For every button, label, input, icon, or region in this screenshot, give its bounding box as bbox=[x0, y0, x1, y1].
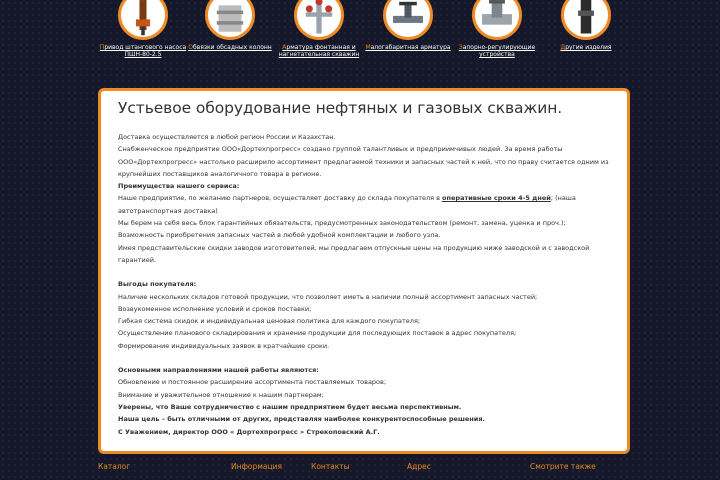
benefit-item: Наличие нескольких складов готовой продукции, что позволяет иметь в наличии полный ассортимент запасных частей; bbox=[118, 292, 538, 301]
service-line: Имея представительские скидки заводов изготовителей, мы предлагаем отпускные цены на продукцию ниже заводской и с заводской гарантией. bbox=[118, 243, 590, 264]
category-bar bbox=[0, 0, 720, 80]
category-small-valve[interactable] bbox=[360, 0, 456, 51]
service-line: Возможность приобретения запасных частей в любой удобной комплектации и любого узла. bbox=[118, 231, 441, 240]
other-products-icon[interactable] bbox=[561, 0, 611, 40]
service-line bbox=[118, 192, 610, 217]
small-valve-icon[interactable] bbox=[383, 0, 433, 40]
category-label[interactable]: Малогабаритная арматура bbox=[365, 44, 451, 51]
benefits-heading: Выгоды покупателя: bbox=[118, 280, 197, 289]
closing-line: Уверены, что Ваше сотрудничество с нашим предприятием будет весьма перспективным. bbox=[118, 402, 462, 411]
footer-nav bbox=[0, 462, 720, 476]
intro-text: Снабженческое предприятие ООО«Дортехпрогресс» создано группой талантливых и предприимчивых людей. За время работы ООО«Дортехпрогресс» настолько расширило ассортимент предлагаемой техники и запасных частей к ней, что по праву считается одним из крупнейших поставщиков аналогичного товара в регионе. bbox=[118, 145, 609, 178]
category-label[interactable]: Арматура фонтанная и нагнетательная скважин bbox=[278, 44, 360, 58]
service-line-start: Наше предприятие, по желанию партнеров, осуществляет доставку до склада покупателя в bbox=[118, 194, 443, 203]
casing-head-icon[interactable] bbox=[205, 0, 255, 40]
control-valve-icon[interactable] bbox=[472, 0, 522, 40]
direction-item: Обновление и постоянное расширение ассортимента поставляемых товаров; bbox=[118, 378, 387, 387]
footer-link-info[interactable]: Информация bbox=[231, 462, 283, 471]
service-heading: Преимущества нашего сервиса: bbox=[118, 182, 240, 191]
content-panel bbox=[98, 88, 630, 454]
footer-link-catalog[interactable]: Каталог bbox=[98, 462, 131, 471]
directions-heading: Основными направлениями нашей работы являются: bbox=[118, 366, 319, 375]
category-casing-head[interactable] bbox=[182, 0, 278, 51]
delivery-term-highlight: оперативные сроки 4-5 дней bbox=[442, 194, 551, 203]
signature-line: С Уважением, директор ООО « Дортехпрогресс » Стрекоповский А.Г. bbox=[118, 427, 380, 436]
category-pump-drive[interactable] bbox=[95, 0, 191, 58]
category-other-products[interactable] bbox=[538, 0, 634, 51]
category-label[interactable]: Обвязки обсадных колонн bbox=[188, 44, 272, 51]
direction-item: Внимание и уважительное отношение к нашим партнерам; bbox=[118, 390, 324, 399]
service-line: Мы берем на себя весь блок гарантийных обязательств, предусмотренных законодательством (ремонт, замена, уценка и проч.); bbox=[118, 219, 566, 228]
footer-link-contacts[interactable]: Контакты bbox=[311, 462, 350, 471]
pump-drive-icon[interactable] bbox=[118, 0, 168, 40]
category-christmas-tree[interactable] bbox=[271, 0, 367, 58]
category-label[interactable]: Привод штангового насоса ПШН-80-2.5 bbox=[99, 44, 187, 58]
benefit-item: Формирование индивидуальных заявок в кратчайшие сроки. bbox=[118, 341, 330, 350]
category-label[interactable]: Запорно-регулирующие устройства bbox=[458, 44, 536, 58]
page-title: Устьевое оборудование нефтяных и газовых скважин. bbox=[118, 99, 563, 117]
category-control-valve[interactable] bbox=[449, 0, 545, 58]
delivery-text: Доставка осуществляется в любой регион России и Казахстан. bbox=[118, 133, 336, 141]
footer-link-address[interactable]: Адрес bbox=[407, 462, 431, 471]
footer-link-see-also[interactable]: Смотрите также bbox=[530, 462, 596, 471]
christmas-tree-icon[interactable] bbox=[294, 0, 344, 40]
service-line-end: ; (наша автотранспортная доставка) bbox=[118, 194, 576, 215]
benefit-item: Осуществление планового складирования и хранение продукции для последующих поставок в адрес покупателя; bbox=[118, 329, 517, 338]
benefit-item: Гибкая система скидок и индивидуальная ценовая политика для каждого покупателя; bbox=[118, 317, 421, 326]
benefit-item: Возвукоменное исполнение условий и сроков поставки; bbox=[118, 304, 312, 313]
closing-line: Наша цель – быть отличными от других, представляя наиболее конкурентоспособные решения. bbox=[118, 415, 485, 424]
category-label[interactable]: Другие изделия bbox=[560, 44, 612, 51]
